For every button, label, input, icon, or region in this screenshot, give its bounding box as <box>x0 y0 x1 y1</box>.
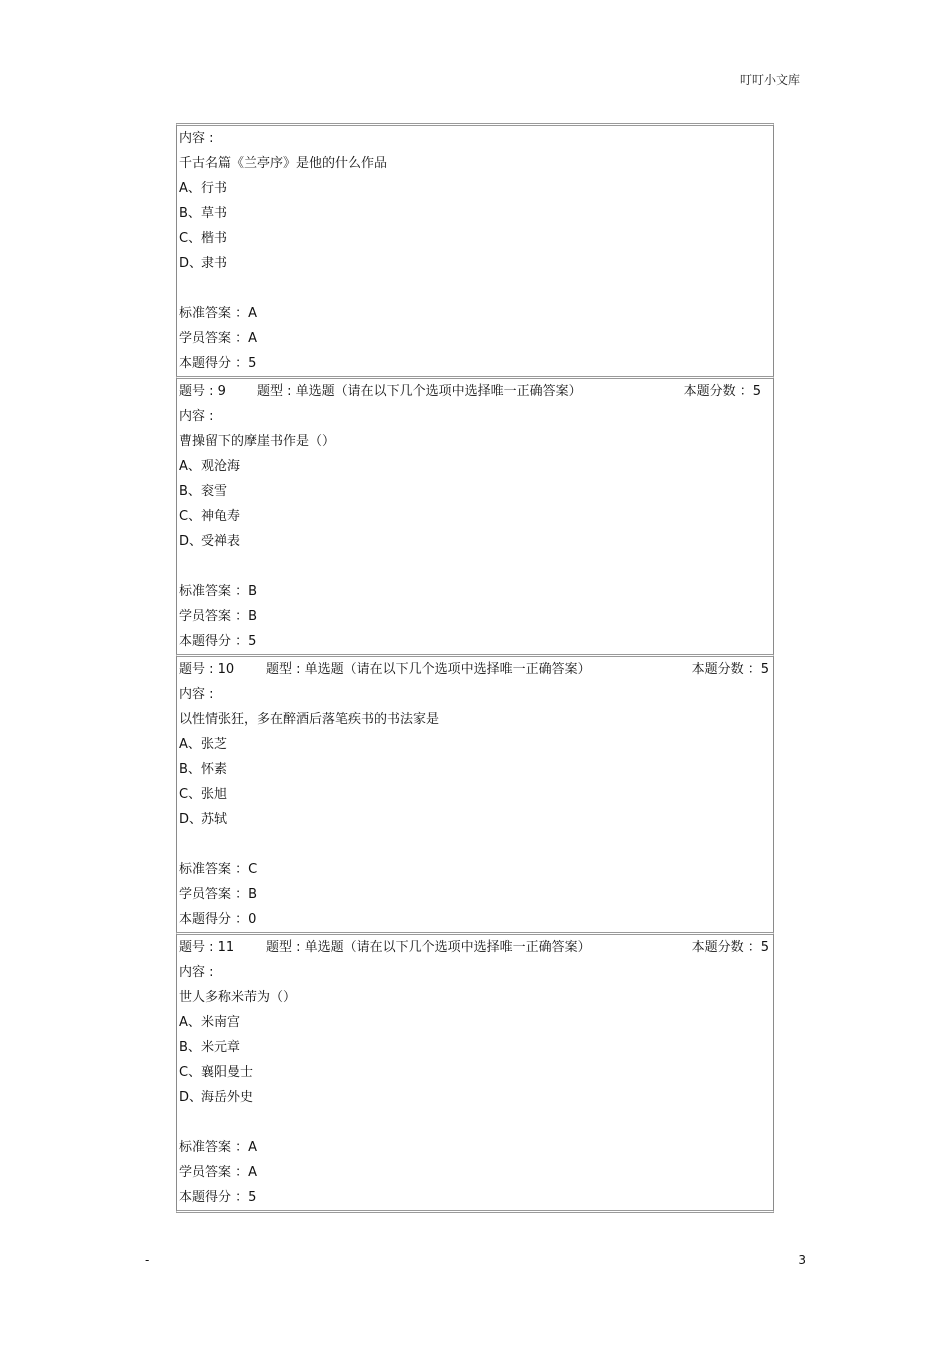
option-letter: A、 <box>179 181 201 196</box>
question-content: 以性情张狂，多在醉酒后落笔疾书的书法家是 <box>179 712 440 727</box>
option-b <box>177 1035 773 1060</box>
option-letter: D、 <box>179 534 203 549</box>
option-d <box>177 1085 773 1110</box>
option-text: 米南宫 <box>201 1015 241 1030</box>
option-letter: C、 <box>179 1065 202 1080</box>
question-content: 世人多称米芾为（） <box>179 990 297 1005</box>
page-number: 3 <box>798 1253 806 1267</box>
question-block <box>176 654 774 933</box>
option-letter: B、 <box>179 762 201 777</box>
option-letter: A、 <box>179 459 201 474</box>
document-header-title: 叮叮小文库 <box>739 73 800 87</box>
option-letter: C、 <box>179 787 202 802</box>
option-text: 苏轼 <box>201 812 228 827</box>
option-letter: A、 <box>179 737 201 752</box>
option-text: 行书 <box>201 181 228 196</box>
option-b <box>177 479 773 504</box>
option-letter: D、 <box>179 256 203 271</box>
question-number: 题号 : 10 <box>179 662 235 677</box>
option-c <box>177 504 773 529</box>
question-number: 题号 : 9 <box>179 384 226 399</box>
option-text: 衮雪 <box>201 484 228 499</box>
option-c <box>177 782 773 807</box>
option-text: 张芝 <box>201 737 228 752</box>
student-answer: 学员答案 ：A <box>179 1165 258 1180</box>
content-label: 内容 : <box>179 409 214 424</box>
content-label: 内容 : <box>179 131 214 146</box>
question-points: 本题分数 ：5 <box>683 384 761 399</box>
option-text: 海岳外史 <box>201 1090 254 1105</box>
standard-answer: 标准答案 ：B <box>179 584 258 599</box>
option-b <box>177 201 773 226</box>
question-meta <box>177 935 773 960</box>
spacer <box>177 832 773 857</box>
spacer <box>177 276 773 301</box>
student-answer: 学员答案 ：B <box>179 887 258 902</box>
option-text: 神龟寿 <box>201 509 241 524</box>
option-letter: B、 <box>179 484 201 499</box>
question-number: 题号 : 11 <box>179 940 235 955</box>
footer-dash: - <box>145 1253 150 1267</box>
option-letter: D、 <box>179 812 203 827</box>
content-label: 内容 : <box>179 965 214 980</box>
option-letter: B、 <box>179 206 201 221</box>
option-text: 隶书 <box>201 256 228 271</box>
quiz-record-list <box>176 123 774 1213</box>
option-b <box>177 757 773 782</box>
option-a <box>177 176 773 201</box>
option-text: 楷书 <box>201 231 228 246</box>
question-score: 本题得分 ：5 <box>179 634 257 649</box>
option-letter: A、 <box>179 1015 201 1030</box>
option-text: 受禅表 <box>201 534 241 549</box>
spacer <box>177 554 773 579</box>
student-answer: 学员答案 ：A <box>179 331 258 346</box>
option-text: 张旭 <box>201 787 228 802</box>
question-score: 本题得分 ：5 <box>179 356 257 371</box>
option-a <box>177 454 773 479</box>
question-points: 本题分数 ：5 <box>691 662 769 677</box>
standard-answer: 标准答案 ：A <box>179 306 258 321</box>
question-meta <box>177 657 773 682</box>
question-meta <box>177 379 773 404</box>
question-block <box>176 932 774 1213</box>
option-letter: C、 <box>179 231 202 246</box>
option-c <box>177 226 773 251</box>
option-text: 襄阳曼士 <box>201 1065 254 1080</box>
option-a <box>177 732 773 757</box>
spacer <box>177 1110 773 1135</box>
option-text: 观沧海 <box>201 459 241 474</box>
question-score: 本题得分 ：0 <box>179 912 257 927</box>
question-points: 本题分数 ：5 <box>691 940 769 955</box>
option-text: 怀素 <box>201 762 228 777</box>
option-d <box>177 807 773 832</box>
option-d <box>177 529 773 554</box>
standard-answer: 标准答案 ：C <box>179 862 258 877</box>
question-type: 题型 : 单选题（请在以下几个选项中选择唯一正确答案） <box>266 940 591 955</box>
option-letter: D、 <box>179 1090 203 1105</box>
option-text: 米元章 <box>201 1040 241 1055</box>
student-answer: 学员答案 ：B <box>179 609 258 624</box>
question-type: 题型 : 单选题（请在以下几个选项中选择唯一正确答案） <box>257 384 582 399</box>
question-content: 曹操留下的摩崖书作是（） <box>179 434 336 449</box>
option-a <box>177 1010 773 1035</box>
question-type: 题型 : 单选题（请在以下几个选项中选择唯一正确答案） <box>266 662 591 677</box>
question-content: 千古名篇《兰亭序》是他的什么作品 <box>179 156 388 171</box>
option-letter: B、 <box>179 1040 201 1055</box>
question-block <box>176 376 774 655</box>
option-d <box>177 251 773 276</box>
standard-answer: 标准答案 ：A <box>179 1140 258 1155</box>
question-score: 本题得分 ：5 <box>179 1190 257 1205</box>
option-letter: C、 <box>179 509 202 524</box>
content-label: 内容 : <box>179 687 214 702</box>
question-block <box>176 123 774 377</box>
option-text: 草书 <box>201 206 228 221</box>
option-c <box>177 1060 773 1085</box>
